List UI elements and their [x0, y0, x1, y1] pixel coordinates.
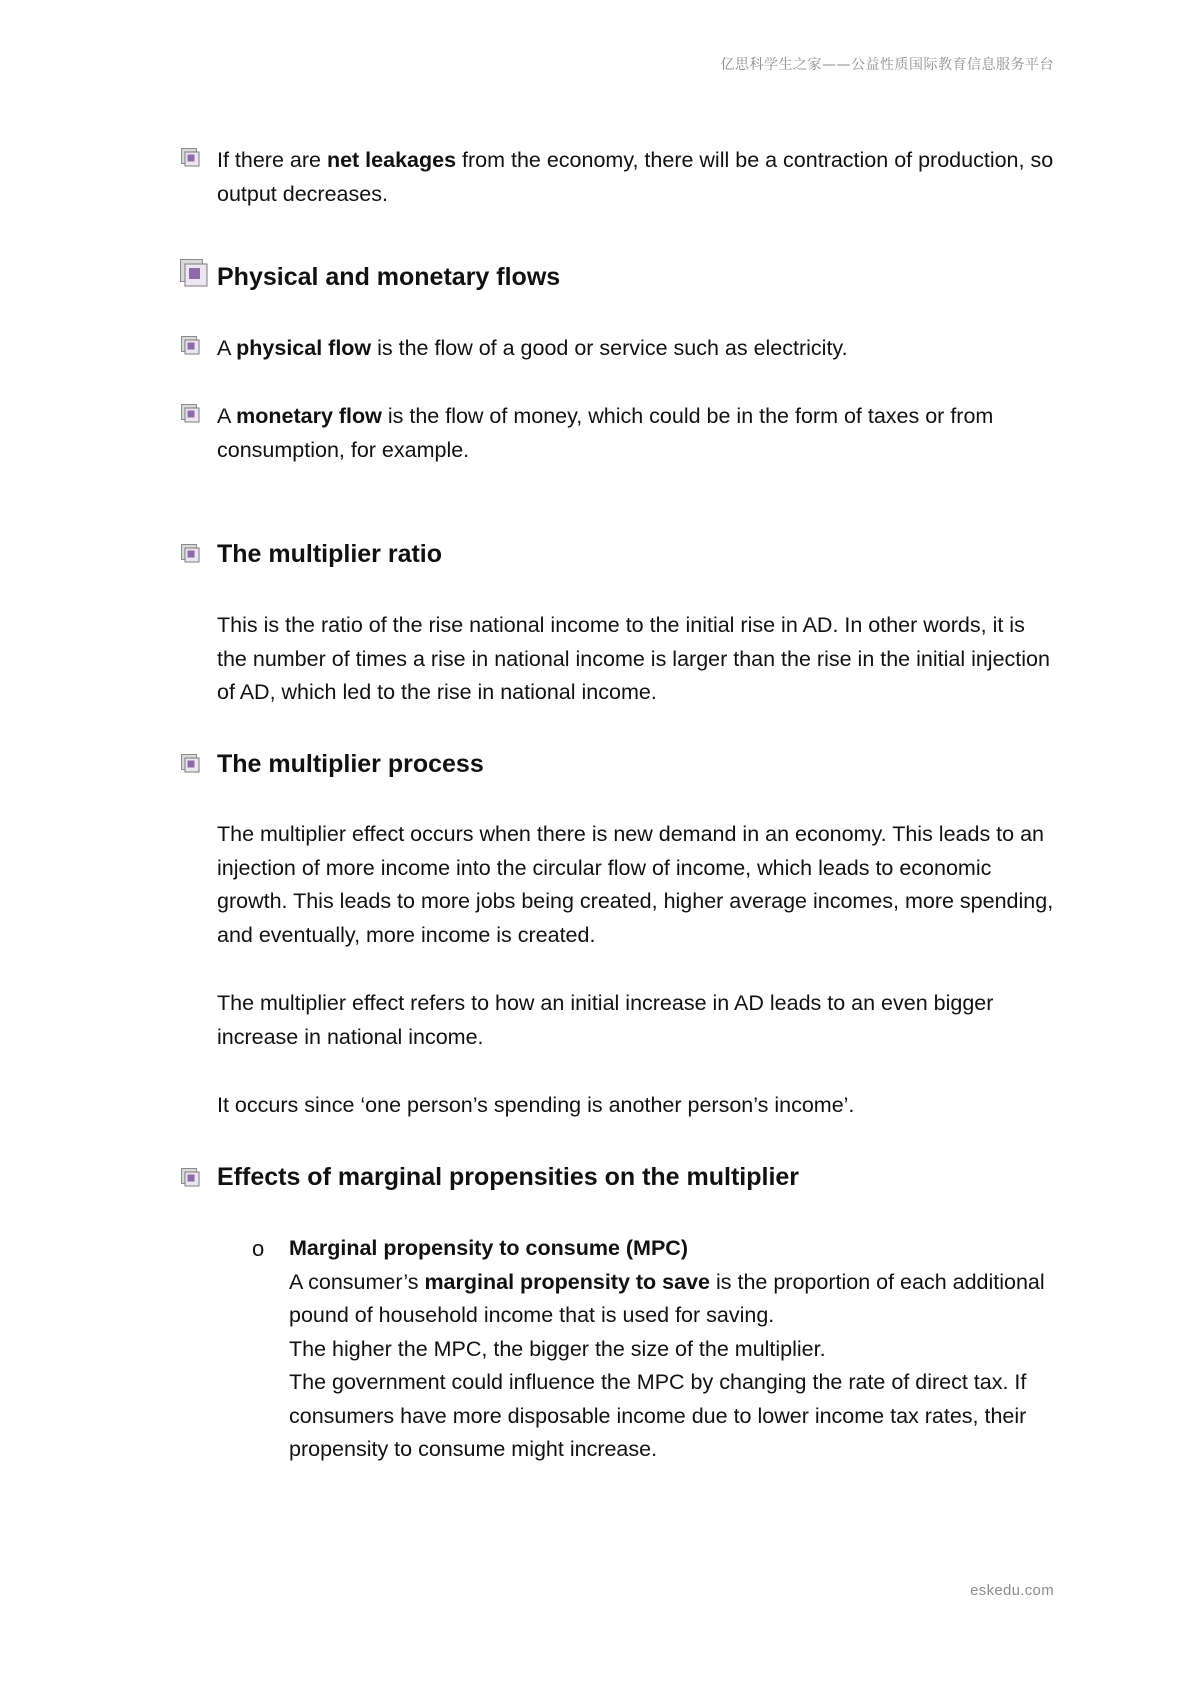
section-icon [181, 544, 200, 563]
mpc-title: Marginal propensity to consume (MPC) [289, 1236, 688, 1260]
monetary-flow-paragraph: A monetary flow is the flow of money, which could be in the form of taxes or from consumption, for example. [217, 404, 994, 462]
mpc-multiplier-line: The higher the MPC, the bigger the size of the multiplier. [289, 1336, 826, 1361]
section-heading-physical-monetary: Physical and monetary flows [217, 263, 561, 291]
bullet-icon [181, 336, 200, 355]
section-icon [181, 1168, 200, 1187]
section-heading-marginal-propensities: Effects of marginal propensities on the multiplier [217, 1163, 800, 1191]
bullet-icon [181, 148, 200, 167]
section-heading-multiplier-ratio: The multiplier ratio [217, 540, 443, 568]
multiplier-process-para2: The multiplier effect refers to how an initial increase in AD leads to an even bigger increase in national income. [217, 991, 994, 1049]
mps-definition: A consumer’s marginal propensity to save is the proportion of each additional pound of household income that is used for saving. [289, 1269, 1045, 1327]
net-leakages-paragraph: If there are net leakages from the economy, there will be a contraction of production, so output decreases. [217, 148, 1054, 206]
section-icon [181, 754, 200, 773]
multiplier-process-para1: The multiplier effect occurs when there is new demand in an economy. This leads to an injection of more income into the circular flow of income, which leads to economic growth. This leads to more jobs being created, higher average incomes, more spending, and eventually, more income is created. [217, 822, 1054, 947]
page-footer: eskedu.com [970, 1582, 1054, 1599]
section-icon [180, 259, 208, 287]
physical-flow-paragraph: A physical flow is the flow of a good or service such as electricity. [217, 336, 848, 360]
list-marker: o [252, 1236, 265, 1261]
mpc-list-item [289, 1232, 1069, 1467]
mpc-government-line: The government could influence the MPC by changing the rate of direct tax. If consumers have more disposable income due to lower income tax rates, their propensity to consume might increase. [289, 1370, 1027, 1461]
multiplier-process-para3: It occurs since ‘one person’s spending is another person’s income’. [217, 1093, 855, 1117]
section-heading-multiplier-process: The multiplier process [217, 750, 484, 778]
page-header: 亿思科学生之家——公益性质国际教育信息服务平台 [720, 57, 1054, 73]
bullet-icon [181, 404, 200, 423]
multiplier-ratio-body: This is the ratio of the rise national income to the initial rise in AD. In other words, it is the number of times a rise in national income is larger than the rise in the initial injection of AD, which led to the rise in national income. [217, 613, 1050, 704]
